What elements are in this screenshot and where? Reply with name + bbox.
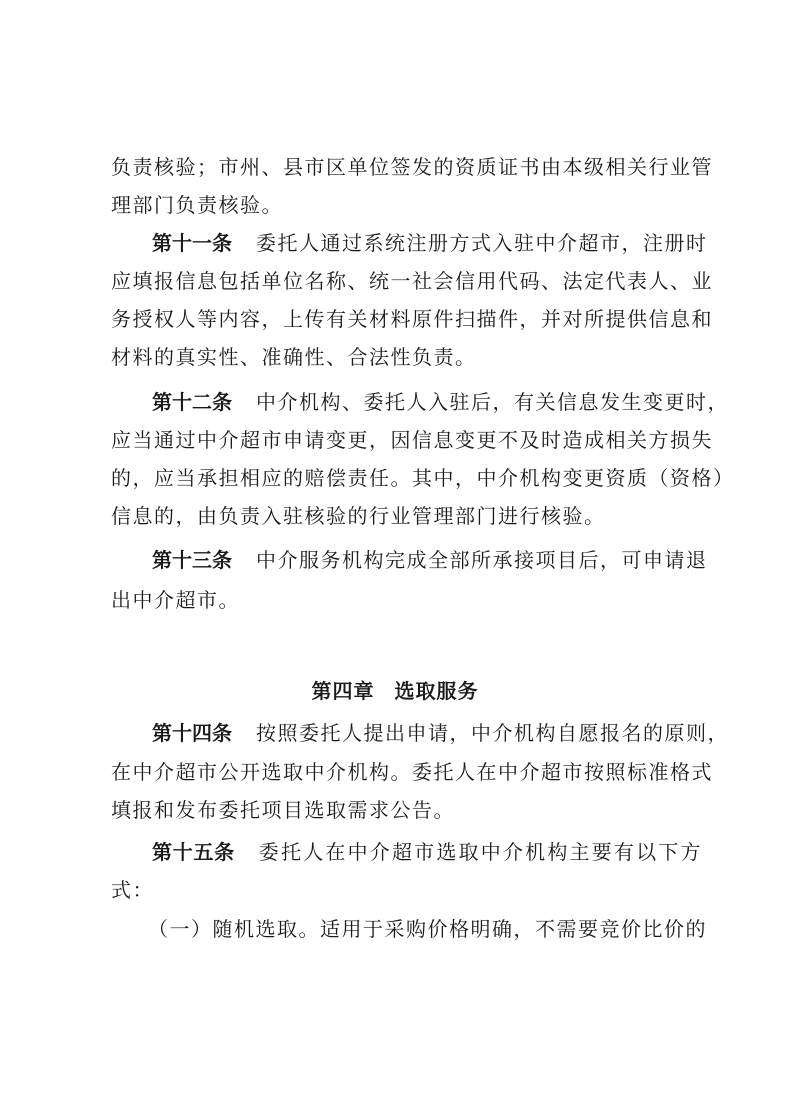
article-15-line-1 xyxy=(152,838,702,866)
article-11-line-1 xyxy=(152,229,708,257)
article-12-line-3: 的，应当承担相应的赔偿责任。其中，中介机构变更资质（资格） xyxy=(111,466,735,490)
chapter-title: 选取服务 xyxy=(394,679,479,703)
article-15-line-2: 式： xyxy=(111,878,154,902)
article-14-label: 第十四条 xyxy=(152,721,232,745)
article-11-text: 委托人通过系统注册方式入驻中介超市，注册时 xyxy=(256,231,708,255)
article-13-line-1 xyxy=(152,546,708,574)
article-11-label: 第十一条 xyxy=(152,231,232,255)
article-15-label: 第十五条 xyxy=(152,840,235,864)
article-14-line-1 xyxy=(152,719,729,747)
article-14-text: 按照委托人提出申请，中介机构自愿报名的原则， xyxy=(256,721,729,745)
article-13-label: 第十三条 xyxy=(152,548,232,572)
article-10-tail-line-2: 理部门负责核验。 xyxy=(111,193,283,217)
article-11-line-3: 务授权人等内容，上传有关材料原件扫描件，并对所提供信息和 xyxy=(111,307,713,331)
article-11-line-4: 材料的真实性、准确性、合法性负责。 xyxy=(111,345,477,369)
chapter-number: 第四章 xyxy=(311,679,375,703)
article-12-line-2: 应当通过中介超市申请变更，因信息变更不及时造成相关方损失 xyxy=(111,428,713,452)
article-13-text: 中介服务机构完成全部所承接项目后，可申请退 xyxy=(256,548,708,572)
article-13-line-2: 出中介超市。 xyxy=(111,588,240,612)
article-11-line-2: 应填报信息包括单位名称、统一社会信用代码、法定代表人、业 xyxy=(111,269,713,293)
article-12-line-4: 信息的，由负责入驻核验的行业管理部门进行核验。 xyxy=(111,504,606,528)
article-14-line-3: 填报和发布委托项目选取需求公告。 xyxy=(111,798,455,822)
chapter-heading xyxy=(0,677,790,705)
article-12-line-1 xyxy=(152,388,729,416)
article-12-label: 第十二条 xyxy=(152,390,232,414)
article-15-text: 委托人在中介超市选取中介机构主要有以下方 xyxy=(258,840,703,864)
article-14-line-2: 在中介超市公开选取中介机构。委托人在中介超市按照标准格式 xyxy=(111,760,713,784)
article-10-tail-line-1: 负责核验；市州、县市区单位签发的资质证书由本级相关行业管 xyxy=(111,155,713,179)
item-1-line-1: （一）随机选取。适用于采购价格明确，不需要竞价比价的 xyxy=(148,917,707,941)
article-12-text: 中介机构、委托人入驻后，有关信息发生变更时， xyxy=(256,390,729,414)
